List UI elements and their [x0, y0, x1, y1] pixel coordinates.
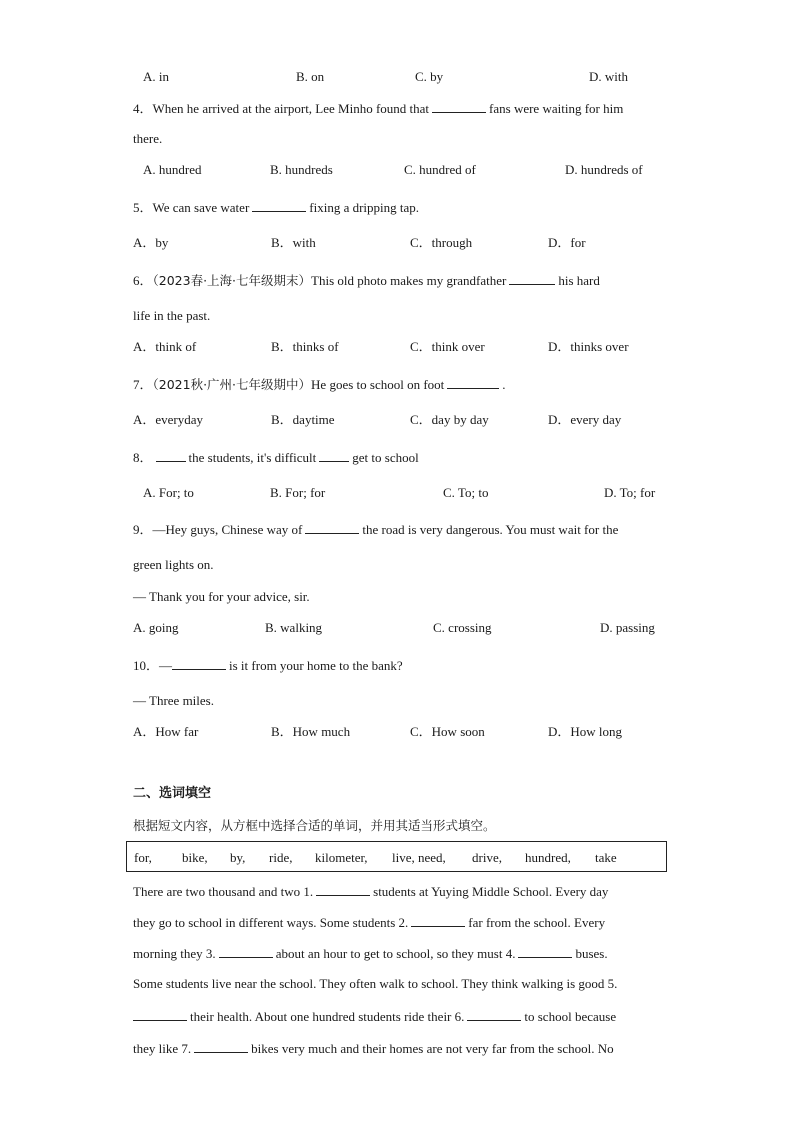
q3-option-b: B. on — [296, 69, 325, 84]
q4-option-a: A. hundred — [143, 162, 202, 177]
q9-text-before: —Hey guys, Chinese way of — [152, 522, 303, 537]
q6-source: （2023春·上海·七年级期末） — [152, 273, 312, 288]
q10-response: — Three miles. — [133, 693, 214, 708]
q4-text-after: fans were waiting for him — [489, 101, 624, 116]
q8-blank-2[interactable] — [319, 449, 349, 462]
q5-number: 5． — [133, 200, 153, 215]
word-bank-item: drive, — [472, 850, 502, 865]
q10-option-b: B．How much — [271, 724, 351, 739]
word-bank-item: for, — [134, 850, 152, 865]
passage-text: students at Yuying Middle School. Every day — [373, 884, 609, 899]
q6-option-d: D．thinks over — [548, 339, 629, 354]
q10-number: 10． — [133, 658, 160, 673]
passage-text: morning they 3. — [133, 946, 216, 961]
q5-text-before: We can save water — [152, 200, 250, 215]
word-bank-box — [126, 841, 667, 872]
q5-option-b: B．with — [271, 235, 316, 250]
q6-text-after: his hard — [558, 273, 600, 288]
q5-option-a: A．by — [133, 235, 169, 250]
q9-option-b: B. walking — [265, 620, 323, 635]
passage-text: they like 7. — [133, 1041, 192, 1056]
q4-blank[interactable] — [432, 100, 486, 113]
q7-text-before: He goes to school on foot — [311, 377, 445, 392]
word-bank-item: live, need, — [392, 850, 446, 865]
passage-line-3 — [133, 945, 608, 962]
word-bank-item: take — [595, 850, 617, 865]
q8-option-b: B. For; for — [270, 485, 326, 500]
q3-option-d: D. with — [589, 69, 628, 84]
q7-blank[interactable] — [447, 376, 499, 389]
passage-blank-5[interactable] — [133, 1008, 187, 1021]
passage-text: their health. About one hundred students ride their 6. — [190, 1009, 465, 1024]
section-instruction: 根据短文内容，从方框中选择合适的单词，并用其适当形式填空。 — [133, 818, 496, 833]
q6-number: 6． — [133, 273, 153, 288]
q9-stem — [133, 521, 618, 538]
passage-line-2 — [133, 914, 605, 931]
q6-stem-line2: life in the past. — [133, 308, 211, 323]
passage-blank-3[interactable] — [219, 945, 273, 958]
q6-blank[interactable] — [509, 272, 555, 285]
q9-option-c: C. crossing — [433, 620, 492, 635]
word-bank-item: kilometer, — [315, 850, 368, 865]
q9-number: 9． — [133, 522, 153, 537]
q4-option-d: D. hundreds of — [565, 162, 643, 177]
word-bank-item: bike, — [182, 850, 208, 865]
q3-option-c: C. by — [415, 69, 444, 84]
q7-stem — [133, 376, 506, 393]
q5-text-after: fixing a dripping tap. — [309, 200, 420, 215]
q8-option-d: D. To; for — [604, 485, 656, 500]
word-bank-item: by, — [230, 850, 246, 865]
q4-text-before: When he arrived at the airport, Lee Minho found that — [152, 101, 430, 116]
passage-text: bikes very much and their homes are not very far from the school. No — [251, 1041, 614, 1056]
q7-number: 7． — [133, 377, 153, 392]
passage-text: far from the school. Every — [468, 915, 606, 930]
passage-text: they go to school in different ways. Some students 2. — [133, 915, 409, 930]
q5-stem — [133, 199, 419, 216]
q8-text-mid1: the students, it's difficult — [188, 450, 317, 465]
q8-option-a: A. For; to — [143, 485, 194, 500]
q6-stem — [133, 272, 600, 289]
passage-line-5 — [133, 1008, 616, 1025]
q7-option-d: D．every day — [548, 412, 622, 427]
q7-option-b: B．daytime — [271, 412, 335, 427]
q9-blank[interactable] — [305, 521, 359, 534]
q4-number: 4． — [133, 101, 153, 116]
q7-option-c: C．day by day — [410, 412, 489, 427]
q10-option-a: A．How far — [133, 724, 199, 739]
q7-option-a: A．everyday — [133, 412, 204, 427]
word-bank-item: ride, — [269, 850, 293, 865]
passage-blank-1[interactable] — [316, 883, 370, 896]
q9-text-after: the road is very dangerous. You must wait for the — [362, 522, 619, 537]
q9-stem-line2: green lights on. — [133, 557, 214, 572]
passage-text: buses. — [575, 946, 608, 961]
q8-text-mid2: get to school — [352, 450, 419, 465]
passage-text: about an hour to get to school, so they must 4. — [275, 946, 516, 961]
passage-text: to school because — [524, 1009, 617, 1024]
passage-text: There are two thousand and two 1. — [133, 884, 314, 899]
passage-line-4 — [133, 976, 617, 992]
q10-option-d: D．How long — [548, 724, 623, 739]
q10-stem — [133, 657, 403, 674]
passage-line-6 — [133, 1040, 614, 1057]
q3-option-a: A. in — [143, 69, 169, 84]
passage-blank-4[interactable] — [518, 945, 572, 958]
q10-blank[interactable] — [172, 657, 226, 670]
q9-option-d: D. passing — [600, 620, 655, 635]
q8-stem — [133, 449, 419, 466]
q7-text-after: . — [502, 377, 506, 392]
q5-blank[interactable] — [252, 199, 306, 212]
q6-option-c: C．think over — [410, 339, 485, 354]
q10-text-after: is it from your home to the bank? — [229, 658, 403, 673]
q10-option-c: C．How soon — [410, 724, 485, 739]
passage-blank-2[interactable] — [411, 914, 465, 927]
q4-stem-line2: there. — [133, 131, 163, 146]
q8-blank-1[interactable] — [156, 449, 186, 462]
q4-option-b: B. hundreds — [270, 162, 333, 177]
passage-blank-7[interactable] — [194, 1040, 248, 1053]
q5-option-d: D．for — [548, 235, 586, 250]
q6-option-a: A．think of — [133, 339, 197, 354]
q10-text-before: — — [159, 658, 173, 673]
passage-line-1 — [133, 883, 608, 900]
q8-option-c: C. To; to — [443, 485, 489, 500]
section-heading: 二、选词填空 — [133, 786, 212, 801]
q8-number: 8． — [133, 450, 153, 465]
passage-blank-6[interactable] — [467, 1008, 521, 1021]
q5-option-c: C．through — [410, 235, 473, 250]
q6-option-b: B．thinks of — [271, 339, 339, 354]
q7-source: （2021秋·广州·七年级期中） — [152, 377, 312, 392]
q9-response: — Thank you for your advice, sir. — [133, 589, 310, 604]
q9-option-a: A. going — [133, 620, 179, 635]
q4-option-c: C. hundred of — [404, 162, 476, 177]
word-bank-item: hundred, — [525, 850, 571, 865]
q6-text-before: This old photo makes my grandfather — [311, 273, 507, 288]
q4-stem — [133, 100, 623, 117]
passage-text: Some students live near the school. They often walk to school. They think walking is good 5. — [133, 976, 618, 991]
